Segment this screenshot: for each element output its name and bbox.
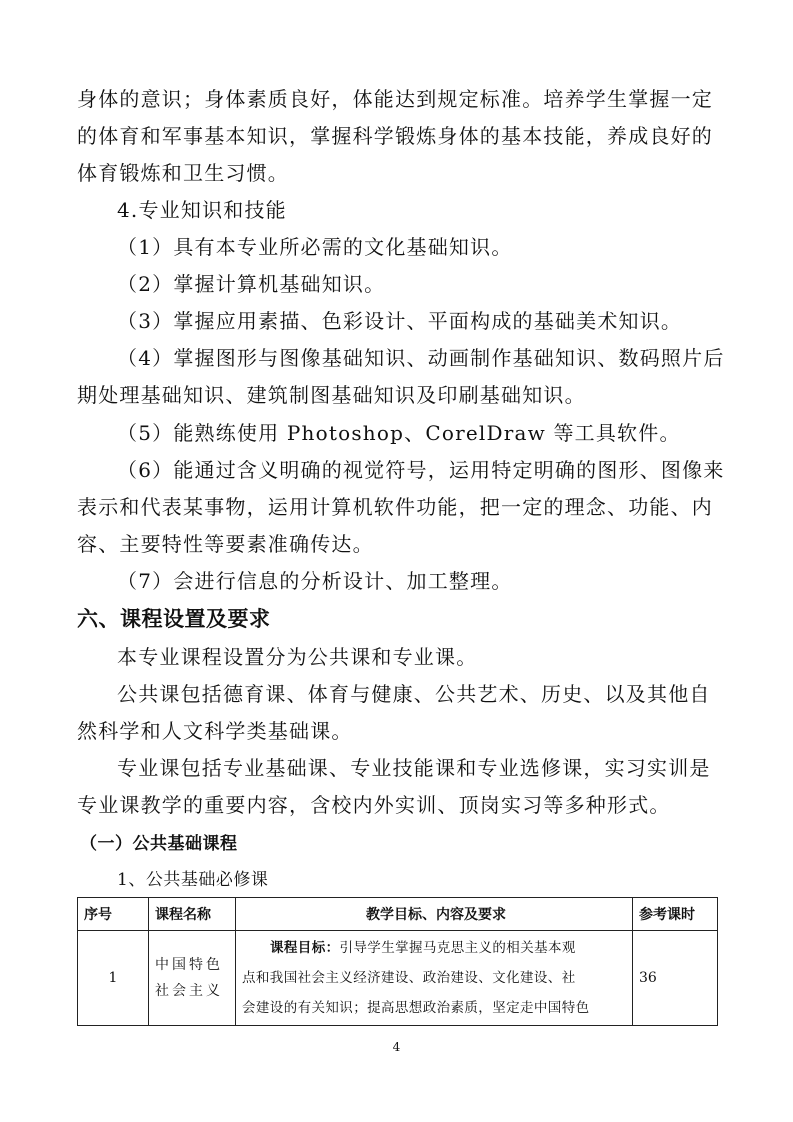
course-table xyxy=(77,897,718,1026)
body-line: 身体的意识；身体素质良好，体能达到规定标准。培养学生掌握一定 xyxy=(77,87,713,111)
cell-objectives xyxy=(236,931,633,1026)
body-line: 然科学和人文科学类基础课。 xyxy=(77,719,353,743)
cell-hours: 36 xyxy=(633,931,718,1026)
list-item: （7）会进行信息的分析设计、加工整理。 xyxy=(117,569,513,593)
list-item: （4）掌握图形与图像基础知识、动画制作基础知识、数码照片后 xyxy=(117,346,725,370)
cell-serial: 1 xyxy=(78,931,149,1026)
body-line: 体育锻炼和卫生习惯。 xyxy=(77,161,289,185)
objective-label: 课程目标： xyxy=(270,940,340,956)
table-header-row xyxy=(78,898,718,931)
list-item: （5）能熟练使用 Photoshop、CorelDraw 等工具软件。 xyxy=(117,421,681,445)
list-heading: 4.专业知识和技能 xyxy=(117,198,287,222)
header-serial: 序号 xyxy=(78,898,149,931)
list-item: （1）具有本专业所必需的文化基础知识。 xyxy=(117,235,513,259)
body-line: 专业课包括专业基础课、专业技能课和专业选修课，实习实训是 xyxy=(117,756,711,780)
header-course-name: 课程名称 xyxy=(149,898,236,931)
list-item-continuation: 期处理基础知识、建筑制图基础知识及印刷基础知识。 xyxy=(77,383,586,407)
header-hours: 参考课时 xyxy=(633,898,718,931)
body-line: 的体育和军事基本知识，掌握科学锻炼身体的基本技能，养成良好的 xyxy=(77,124,713,148)
objective-text: 会建设的有关知识；提高思想政治素质，坚定走中国特色 xyxy=(242,1000,590,1016)
list-item-continuation: 容、主要特性等要素准确传达。 xyxy=(77,532,374,556)
list-item: （6）能通过含义明确的视觉符号，运用特定明确的图形、图像来 xyxy=(117,458,725,482)
list-item-continuation: 表示和代表某事物，运用计算机软件功能，把一定的理念、功能、内 xyxy=(77,495,713,519)
subsection-heading: （一）公共基础课程 xyxy=(80,834,238,854)
body-line: 公共课包括德育课、体育与健康、公共艺术、历史、以及其他自 xyxy=(117,682,711,706)
cell-course-name: 中国特色社会主义 xyxy=(149,931,236,1026)
table-row xyxy=(78,931,718,1026)
objective-text: 点和我国社会主义经济建设、政治建设、文化建设、社 xyxy=(242,970,576,986)
table-caption: 1、公共基础必修课 xyxy=(117,870,269,890)
body-line: 专业课教学的重要内容，含校内外实训、顶岗实习等多种形式。 xyxy=(77,793,671,817)
section-heading: 六、课程设置及要求 xyxy=(77,607,271,631)
list-item: （3）掌握应用素描、色彩设计、平面构成的基础美术知识。 xyxy=(117,309,683,333)
body-line: 本专业课程设置分为公共课和专业课。 xyxy=(117,645,478,669)
objective-text: 引导学生掌握马克思主义的相关基本观 xyxy=(339,940,576,956)
list-item: （2）掌握计算机基础知识。 xyxy=(117,272,386,296)
header-objectives: 教学目标、内容及要求 xyxy=(236,898,633,931)
page-number: 4 xyxy=(392,1040,401,1054)
